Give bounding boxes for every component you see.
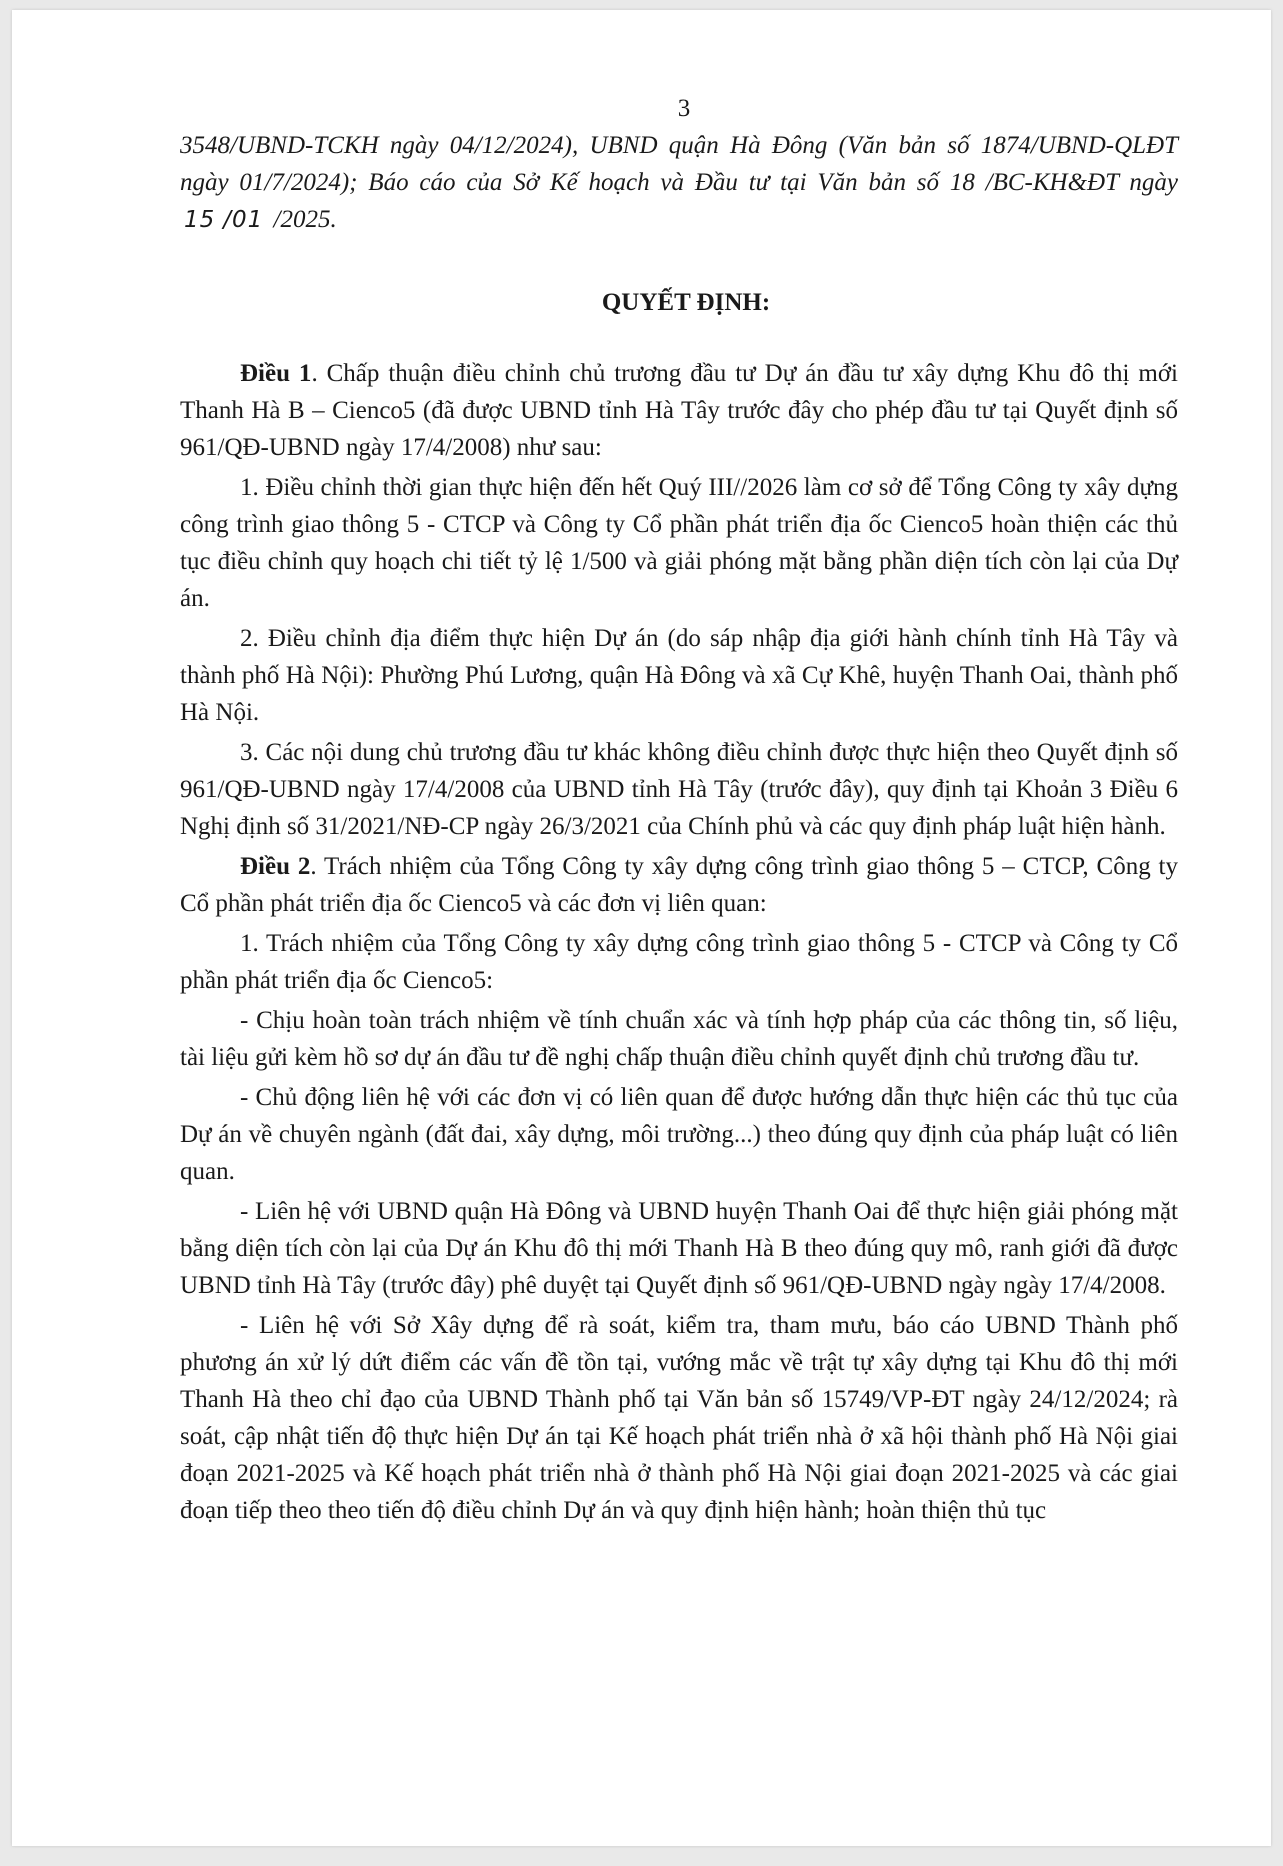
intro-year: /2025. <box>273 206 337 233</box>
article-1-item-2: 2. Điều chỉnh địa điểm thực hiện Dự án (do sáp nhập địa giới hành chính tỉnh Hà Tây và thành phố Hà Nội): Phường Phú Lương, quận Hà Đông và xã Cự Khê, huyện Thanh Oai, thành phố Hà Nội. <box>180 625 1178 726</box>
article-1 <box>180 355 1178 466</box>
page-number: 3 <box>677 95 691 122</box>
article-1-item-3: 3. Các nội dung chủ trương đầu tư khác không điều chỉnh được thực hiện theo Quyết định số 961/QĐ-UBND ngày 17/4/2008 của UBND tỉnh Hà Tây (trước đây), quy định tại Khoản 3 Điều 6 Nghị định số 31/2021/NĐ-CP ngày 26/3/2021 của Chính phủ và các quy định pháp luật hiện hành. <box>180 739 1178 840</box>
handwritten-day: 15 <box>184 207 216 233</box>
article-2 <box>180 848 1178 922</box>
document-page <box>12 10 1271 1846</box>
handwritten-month: /01 <box>223 207 264 233</box>
decision-heading: QUYẾT ĐỊNH: <box>601 289 771 316</box>
article-2-text: . Trách nhiệm của Tổng Công ty xây dựng công trình giao thông 5 – CTCP, Công ty Cổ phần phát triển địa ốc Cienco5 và các đơn vị liên quan: <box>180 853 1179 917</box>
article-2-bullet-2: - Chủ động liên hệ với các đơn vị có liên quan để được hướng dẫn thực hiện các thủ tục của Dự án về chuyên ngành (đất đai, xây dựng, môi trường...) theo đúng quy định của pháp luật có liên quan. <box>180 1084 1178 1185</box>
article-2-label: Điều 2 <box>240 853 311 880</box>
article-2-bullet-1: - Chịu hoàn toàn trách nhiệm về tính chuẩn xác và tính hợp pháp của các thông tin, số liệu, tài liệu gửi kèm hồ sơ dự án đầu tư đề nghị chấp thuận điều chỉnh quyết định chủ trương đầu tư. <box>180 1007 1178 1071</box>
document-content <box>180 90 1178 1532</box>
intro-paragraph <box>180 127 1178 239</box>
intro-text: 3548/UBND-TCKH ngày 04/12/2024), UBND quận Hà Đông (Văn bản số 1874/UBND-QLĐT ngày 01/7/2024); Báo cáo của Sở Kế hoạch và Đầu tư tại Văn bản số 18 /BC-KH&ĐT ngày <box>180 132 1178 196</box>
article-2-bullet-4: - Liên hệ với Sở Xây dựng để rà soát, kiểm tra, tham mưu, báo cáo UBND Thành phố phương án xử lý dứt điểm các vấn đề tồn tại, vướng mắc về trật tự xây dựng tại Khu đô thị mới Thanh Hà theo chỉ đạo của UBND Thành phố tại Văn bản số 15749/VP-ĐT ngày 24/12/2024; rà soát, cập nhật tiến độ thực hiện Dự án tại Kế hoạch phát triển nhà ở xã hội thành phố Hà Nội giai đoạn 2021-2025 và Kế hoạch phát triển nhà ở thành phố Hà Nội giai đoạn 2021-2025 và các giai đoạn tiếp theo theo tiến độ điều chỉnh Dự án và quy định hiện hành; hoàn thiện thủ tục <box>180 1312 1178 1524</box>
article-1-item-1: 1. Điều chỉnh thời gian thực hiện đến hết Quý III//2026 làm cơ sở để Tổng Công ty xây dựng công trình giao thông 5 - CTCP và Công ty Cổ phần phát triển địa ốc Cienco5 hoàn thiện các thủ tục điều chỉnh quy hoạch chi tiết tỷ lệ 1/500 và giải phóng mặt bằng phần diện tích còn lại của Dự án. <box>180 474 1178 612</box>
article-1-text: . Chấp thuận điều chỉnh chủ trương đầu tư Dự án đầu tư xây dựng Khu đô thị mới Thanh Hà B – Cienco5 (đã được UBND tỉnh Hà Tây trước đây cho phép đầu tư tại Quyết định số 961/QĐ-UBND ngày 17/4/2008) như sau: <box>180 360 1179 461</box>
article-2-bullet-3: - Liên hệ với UBND quận Hà Đông và UBND huyện Thanh Oai để thực hiện giải phóng mặt bằng diện tích còn lại của Dự án Khu đô thị mới Thanh Hà B theo đúng quy mô, ranh giới đã được UBND tỉnh Hà Tây (trước đây) phê duyệt tại Quyết định số 961/QĐ-UBND ngày ngày 17/4/2008. <box>180 1198 1178 1299</box>
article-2-item-1: 1. Trách nhiệm của Tổng Công ty xây dựng công trình giao thông 5 - CTCP và Công ty Cổ phần phát triển địa ốc Cienco5: <box>180 930 1178 994</box>
article-1-label: Điều 1 <box>240 360 312 387</box>
